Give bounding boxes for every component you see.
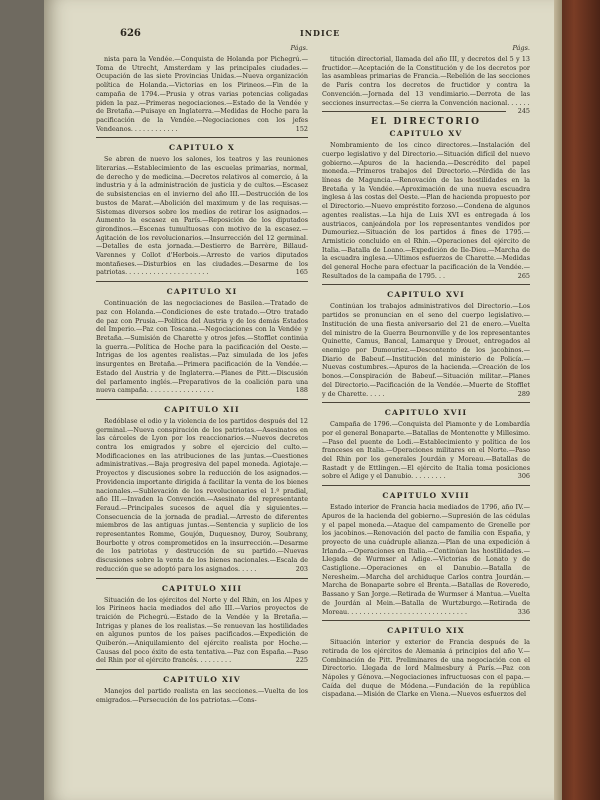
divider <box>322 284 530 285</box>
entry-text: Estado interior de Francia hacia mediados de 1796, año IV.—Apuros de la hacienda del gobierno.—Supresión de las cédulas y el papel moneda.—Ataque del campamento de Grenelle por los jacobinos.—Renovación del pacto de familia con España, y proyecto de una cuádruple alianza.—Plan de una expedición á Irlanda.—Operaciones en Italia.—Continúan las hostilidades.—Llegada de Wurmser al Adige.—Victorias de Lonato y de Castiglione.—Operaciones en el Danubio.—Batalla de Neresheim.—Marcha del archiduque Carlos contra Jourdán.—Marcha de Bonaparte sobre el Brenta.—Batallas de Roveredo, Bassano y San Jorge.—Retirada de Wurmser á Mantua.—Vuelta de Jourdán al Mein.—Batalla de Wurtzburgo.—Retirada de Moreau. . . . . . . . . . . . . . . . . . . . . . . . . . . . . . <box>322 503 530 616</box>
entry-page: 336 <box>517 607 530 616</box>
pages-label: Págs. <box>290 44 308 52</box>
left-column <box>96 44 308 705</box>
entry-text: Continúan los trabajos administrativos del Directorio.—Los partidos se pronuncian en el seno del cuerpo legislativo.—Institución de una fiesta aniversario del 21 de enero.—Vuelta del ministro de la Guerra Beurnonville y de los representantes Quinette, Camus, Bancal, Lamarque y Drouet, entregados al enemigo por Dumouriez.—Descontento de los jacobinos.—Diario de Babeuf.—Institución del ministerio de Policía.—Nuevas costumbres.—Apuros de la hacienda.—Creación de los bonos.—Conspiración de Babeuf.—Situación militar.—Planes del Directorio.—Pacificación de la Vendée.—Muerte de Stofflet y de Charette. . . . . <box>322 302 530 398</box>
chapter-heading: CAPITULO XIX <box>387 626 465 636</box>
entry-text: titución directorial, llamada del año III, y decretos del 5 y 13 fructidor.—Aceptación de la Constitución y de los decretos por las asambleas primarias de Francia.—Rebelión de las secciones de París contra los decretos de fructidor y contra la Convención.—Jornada del 13 vendimiario.—Derrota de las secciones insurrectas.—Se cierra la Convención nacional. . . . . . <box>322 55 530 107</box>
toc-entry <box>96 687 308 704</box>
entry-page: 289 <box>517 389 530 398</box>
divider <box>322 620 530 621</box>
book-cover-spine <box>560 0 600 800</box>
toc-entry <box>322 638 530 699</box>
entry-text: nista para la Vendée.—Conquista de Holanda por Pichegrú.—Toma de Utrecht, Amsterdam y las principales ciudades.—Ocupación de las siete Provincias Unidas.—Nueva organización política de Holanda.—Victorias en los Pirineos.—Fin de la campaña de 1794.—Prusia y otras varias potencias coligadas piden la paz.—Primeras negociaciones.—Estado de la Vendée y de Bretaña.—Puisaye en Inglaterra.—Medidas de Hoche para la pacificación de la Vendée.—Negociaciones con los jefes Vendeanos. . . . . . . . . . . . <box>96 55 308 133</box>
divider <box>96 399 308 400</box>
divider <box>322 485 530 486</box>
entry-page: 188 <box>295 386 308 395</box>
divider <box>322 111 506 112</box>
divider <box>322 402 530 403</box>
entry-text: Se abren de nuevo los salones, los teatros y las reuniones literarias.—Establecimiento de las escuelas primarias, normal, de derecho y de medicina.—Decretos relativos al comercio, á la industria y á la administración de justicia y de cultos.—Escasez de subsistencias en el invierno del año III.—Destrucción de los bustos de Marat.—Abolición del maximum y de las requisas.—Sistemas diversos sobre los medios de retirar los asignados.—Aumento la escasez en París.—Reposición de los diputados girondinos.—Escenas tumultuosas con motivo de la escasez.—Agitación de los revolucionarios.—Insurrección del 12 germinal.—Detalles de esta jornada.—Destierro de Barrère, Billaud-Varennes y Collot d'Herbois.—Arresto de varios diputados montañeses.—Disturbios en las ciudades.—Desarme de los patriotas. . . . . . . . . . . . . . . . . . . . . <box>96 155 308 277</box>
toc-entry <box>96 55 308 133</box>
chapter-heading: CAPITULO XIII <box>161 583 243 593</box>
entry-text: Campaña de 1796.—Conquista del Piamonte y de Lombardía por el general Bonaparte.—Batallas de Montenotte y Millesimo.—Paso del puente de Lodi.—Establecimiento y política de los franceses en Italia.—Operaciones militares en el Norte.—Paso del Rhin por los generales Jourdán y Moreau.—Batallas de Rastadt y de Ettlingen.—El ejército de Italia toma posiciones sobre el Adige y el Danubio. . . . . . . . . <box>322 420 530 481</box>
pages-label: Págs. <box>512 44 530 52</box>
toc-entry <box>322 302 530 398</box>
entry-text: Situación interior y exterior de Francia después de la retirada de los ejércitos de Alemania á principios del año V.—Combinación de Pitt. Preliminares de una negociación con el Directorio. Llegada de lord Malmesbury á París.—Paz con Nápoles y Génova.—Negociaciones infructuosas con el papa.—Caída del duque de Módena.—Fundación de la república cispadana.—Misión de Clarke en Viena.—Nuevos esfuerzos del <box>322 638 530 699</box>
entry-text: Redóblase el odio y la violencia de los partidos después del 12 germinal.—Nueva conspiración de los patriotas.—Asesinatos en las cárceles de Lyon por los reaccionarios.—Nuevos decretos contra los emigrados y sobre el ejercicio del culto.—Modificaciones en las atribuciones de las juntas.—Cuestiones administrativas.—Baja progresiva del papel moneda. Agiotaje.—Proyectos y discusiones sobre la reducción de los asignados.—Providencia importante dirigida á facilitar la venta de los bienes nacionales.—Sublevación de los revolucionarios el 1.º pradial, año III.—Invaden la Convención.—Asesinato del representante Feraud.—Principales sucesos de aquel día y siguientes.—Consecuencia de la jornada de pradial.—Arresto de diferentes miembros de las antiguas juntas.—Sentencia y suplicio de los representantes Romme, Goujón, Duquesnoy, Duroy, Soubrany, Bourbotte y otros comprometidos en la insurrección.—Desarme de los patriotas y destrucción de su partido.—Nuevas discusiones sobre la venta de los bienes nacionales.—Escala de reducción que se adoptó para los asignados. . . . . <box>96 416 308 573</box>
entry-page: 245 <box>517 107 530 116</box>
entry-text: Situación de los ejércitos del Norte y del Rhin, en los Alpes y los Pirineos hacia mediados del año III.—Varios proyectos de traición de Pichegrú.—Estado de la Vendée y la Bretaña.—Intrigas y planes de los realistas.—Se renuevan las hostilidades en algunos puntos de los países pacificados.—Expedición de Quiberón.—Aniquilamiento del ejército realista por Hoche.—Causas del poco éxito de esta tentativa.—Paz con España.—Paso del Rhin por el ejército francés. . . . . . . . . <box>96 595 308 665</box>
entry-page: 225 <box>295 656 308 665</box>
chapter-heading: CAPITULO XI <box>166 287 238 297</box>
entry-page: 306 <box>517 472 530 481</box>
divider <box>96 137 308 138</box>
toc-entry <box>322 141 530 280</box>
toc-entry <box>322 55 530 116</box>
right-column <box>322 44 530 699</box>
divider <box>96 281 308 282</box>
divider <box>96 578 308 579</box>
book-page-edges <box>553 0 562 800</box>
entry-page: 152 <box>295 124 308 133</box>
chapter-heading: CAPITULO XV <box>389 129 463 139</box>
part-title: EL DIRECTORIO <box>371 117 481 128</box>
entry-page: 265 <box>517 271 530 280</box>
entry-text: Continuación de las negociaciones de Basilea.—Tratado de paz con Holanda.—Condiciones de este tratado.—Otro tratado de paz con Prusia.—Política del Austria y de los demás Estados del Imperio.—Paz con Toscana.—Negociaciones con la Vendée y Bretaña.—Sumisión de Charette y otros jefes.—Stofflet continúa la guerra.—Política de Hoche para la pacificación del Oeste.—Intrigas de los agentes realistas.—Paz simulada de los jefes insurgentes en Bretaña.—Primera pacificación de la Vendée.—Estado del Austria y de Inglaterra.—Planes de Pitt.—Discusión del parlamento inglés.—Preparativos de la coalición para una nueva campaña. . . . . . . . . . . . . . . . . <box>96 299 308 395</box>
toc-entry <box>96 417 308 574</box>
toc-entry <box>96 299 308 395</box>
entry-page: 203 <box>295 564 308 573</box>
chapter-heading: CAPITULO XIV <box>163 675 241 685</box>
toc-entry <box>96 596 308 666</box>
chapter-heading: CAPITULO XVIII <box>382 491 470 501</box>
toc-entry <box>322 503 530 616</box>
entry-text: Nombramiento de los cinco directores.—Instalación del cuerpo legislativo y del Directorio.—Situación difícil del nuevo gobierno.—Apuros de la hacienda.—Descrédito del papel moneda.—Primeros trabajos del Directorio.—Pérdida de las líneas de Maguncia.—Renovación de las hostilidades en la Bretaña y la Vendée.—Aproximación de una nueva escuadra inglesa á las costas del Oeste.—Plan de hacienda propuesto por el Directorio.—Nuevo empréstito forzoso.—Condena de algunos agentes realistas.—La hija de Luis XVI es entregada á los austriacos, canjeándola por los representantes vendidos por Dumouriez.—Situación de los partidos á fines de 1795.—Armisticio concluido en el Rhin.—Operaciones del ejército de Italia.—Batalla de Loano.—Expedición de Ile-Dieu.—Marcha de la escuadra inglesa.—Ultimos esfuerzos de Charette.—Medidas del general Hoche para efectuar la pacificación de la Vendée.—Resultados de la campaña de 1795. . . <box>322 141 530 280</box>
page-number: 626 <box>120 28 141 39</box>
chapter-heading: CAPITULO X <box>169 143 235 153</box>
entry-page: 165 <box>295 268 308 277</box>
chapter-heading: CAPITULO XVII <box>384 408 468 418</box>
toc-entry <box>96 155 308 277</box>
running-title: INDICE <box>300 28 341 38</box>
entry-text: Manejos del partido realista en las secciones.—Vuelta de los emigrados.—Persecución de los patriotas.—Cons- <box>96 687 308 704</box>
toc-entry <box>322 420 530 481</box>
chapter-heading: CAPITULO XVI <box>387 290 465 300</box>
chapter-heading: CAPITULO XII <box>164 404 240 414</box>
divider <box>96 669 308 670</box>
